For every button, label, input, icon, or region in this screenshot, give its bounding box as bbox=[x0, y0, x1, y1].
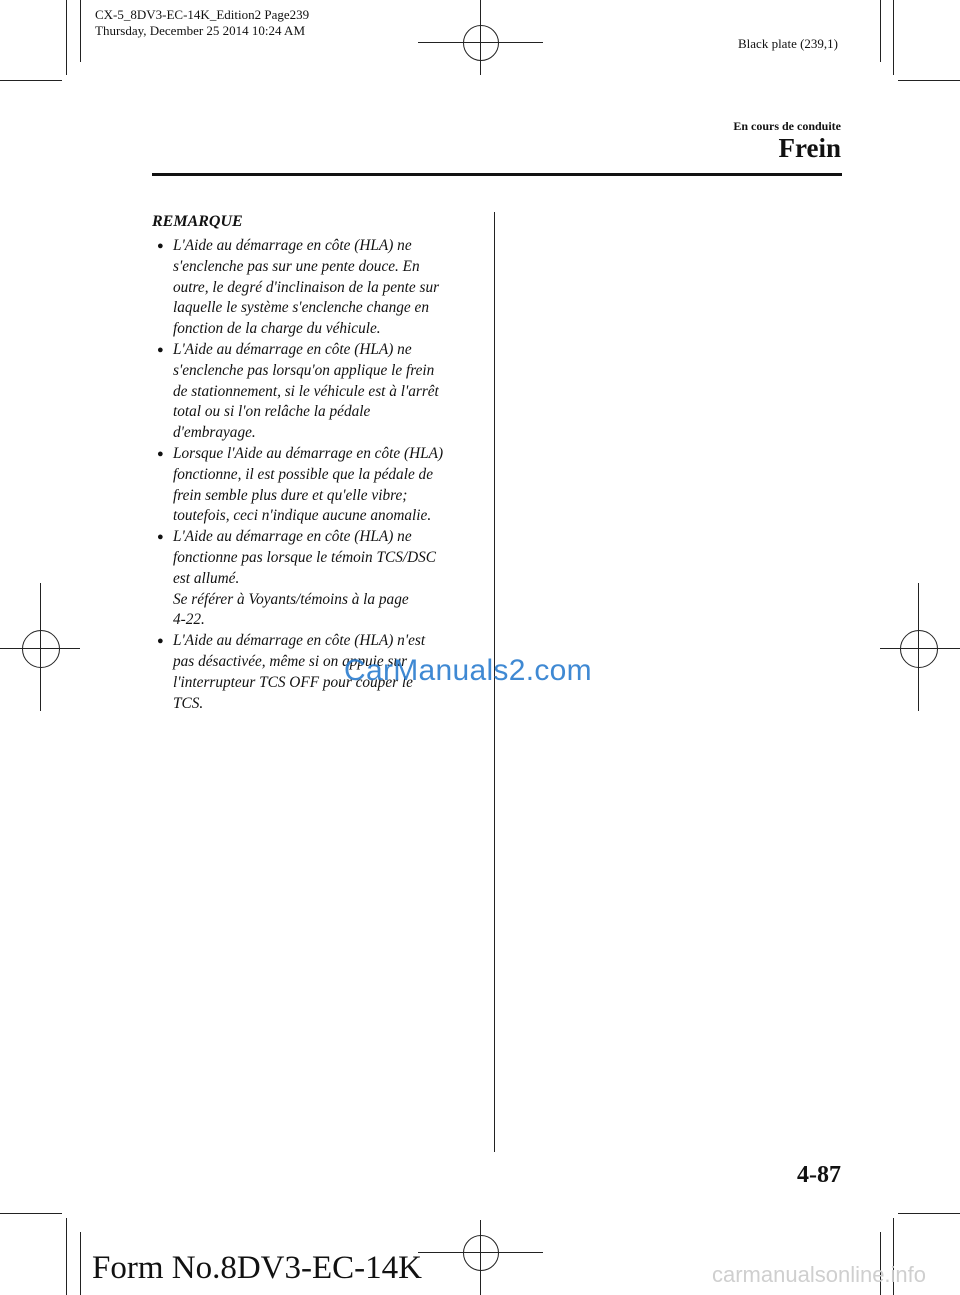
note-line: fonctionne, il est possible que la pédale de bbox=[173, 465, 433, 483]
note-item bbox=[155, 340, 480, 444]
note-line: de stationnement, si le véhicule est à l'arrêt bbox=[173, 382, 439, 400]
page-number: 4-87 bbox=[797, 1162, 841, 1188]
note-line: outre, le degré d'inclinaison de la pente sur bbox=[173, 278, 440, 296]
bullet-icon: ● bbox=[157, 447, 164, 460]
note-list bbox=[155, 236, 480, 714]
crop-mark bbox=[66, 0, 67, 75]
crop-mark bbox=[0, 80, 62, 81]
header-file-line: CX-5_8DV3-EC-14K_Edition2 Page239 bbox=[95, 7, 310, 22]
note-item bbox=[155, 527, 480, 631]
form-number: Form No.8DV3-EC-14K bbox=[92, 1250, 422, 1286]
note-item bbox=[155, 444, 480, 527]
header-rule bbox=[152, 173, 842, 176]
note-title: REMARQUE bbox=[152, 213, 243, 230]
note-line: s'enclenche pas lorsqu'on applique le frein bbox=[173, 361, 435, 379]
note-line: Se référer à Voyants/témoins à la page bbox=[173, 590, 409, 608]
note-line: frein semble plus dure et qu'elle vibre; bbox=[173, 486, 408, 504]
footer-site: carmanualsonline.info bbox=[712, 1262, 927, 1287]
header-plate: Black plate (239,1) bbox=[738, 36, 838, 51]
crop-mark bbox=[80, 1232, 81, 1295]
note-line: 4-22. bbox=[173, 611, 205, 629]
note-line: L'Aide au démarrage en côte (HLA) ne bbox=[173, 237, 412, 254]
note-item bbox=[155, 236, 480, 340]
note-line: est allumé. bbox=[173, 569, 240, 587]
note-line: fonctionne pas lorsque le témoin TCS/DSC bbox=[173, 548, 437, 566]
bullet-icon: ● bbox=[157, 635, 164, 648]
note-line: L'Aide au démarrage en côte (HLA) ne bbox=[173, 528, 412, 546]
registration-circle-right bbox=[900, 630, 938, 668]
registration-circle-top bbox=[463, 25, 499, 61]
note-line: l'interrupteur TCS OFF pour couper le bbox=[173, 673, 413, 691]
crop-mark bbox=[0, 1213, 62, 1214]
registration-circle-bottom bbox=[463, 1235, 499, 1271]
note-line: total ou si l'on relâche la pédale bbox=[173, 403, 371, 421]
header-date-line: Thursday, December 25 2014 10:24 AM bbox=[95, 23, 306, 38]
bullet-icon: ● bbox=[157, 240, 164, 252]
note-line: laquelle le système s'enclenche change en bbox=[173, 299, 429, 317]
note-line: s'enclenche pas sur une pente douce. En bbox=[173, 257, 420, 275]
crop-mark bbox=[898, 1213, 960, 1214]
crop-mark bbox=[80, 0, 81, 62]
note-line: toutefois, ceci n'indique aucune anomalie. bbox=[173, 507, 432, 525]
note-line: Lorsque l'Aide au démarrage en côte (HLA) bbox=[173, 444, 444, 462]
note-line: pas désactivée, même si on appuie sur bbox=[173, 652, 408, 670]
note-line: L'Aide au démarrage en côte (HLA) ne bbox=[173, 340, 412, 358]
crop-mark bbox=[893, 0, 894, 75]
section-label: En cours de conduite bbox=[733, 119, 841, 133]
header-file-info bbox=[95, 7, 309, 39]
crop-mark bbox=[898, 80, 960, 81]
watermark: CarManuals2.com bbox=[344, 654, 592, 687]
section-title: Frein bbox=[778, 133, 841, 163]
crop-mark bbox=[880, 0, 881, 62]
note-line: fonction de la charge du véhicule. bbox=[173, 320, 381, 338]
registration-circle-left bbox=[22, 630, 60, 668]
crop-mark bbox=[66, 1218, 67, 1295]
note-line: TCS. bbox=[173, 694, 204, 712]
note-line: d'embrayage. bbox=[173, 424, 256, 442]
bullet-icon: ● bbox=[157, 343, 164, 356]
note-line: L'Aide au démarrage en côte (HLA) n'est bbox=[173, 632, 426, 650]
bullet-icon: ● bbox=[157, 531, 164, 544]
